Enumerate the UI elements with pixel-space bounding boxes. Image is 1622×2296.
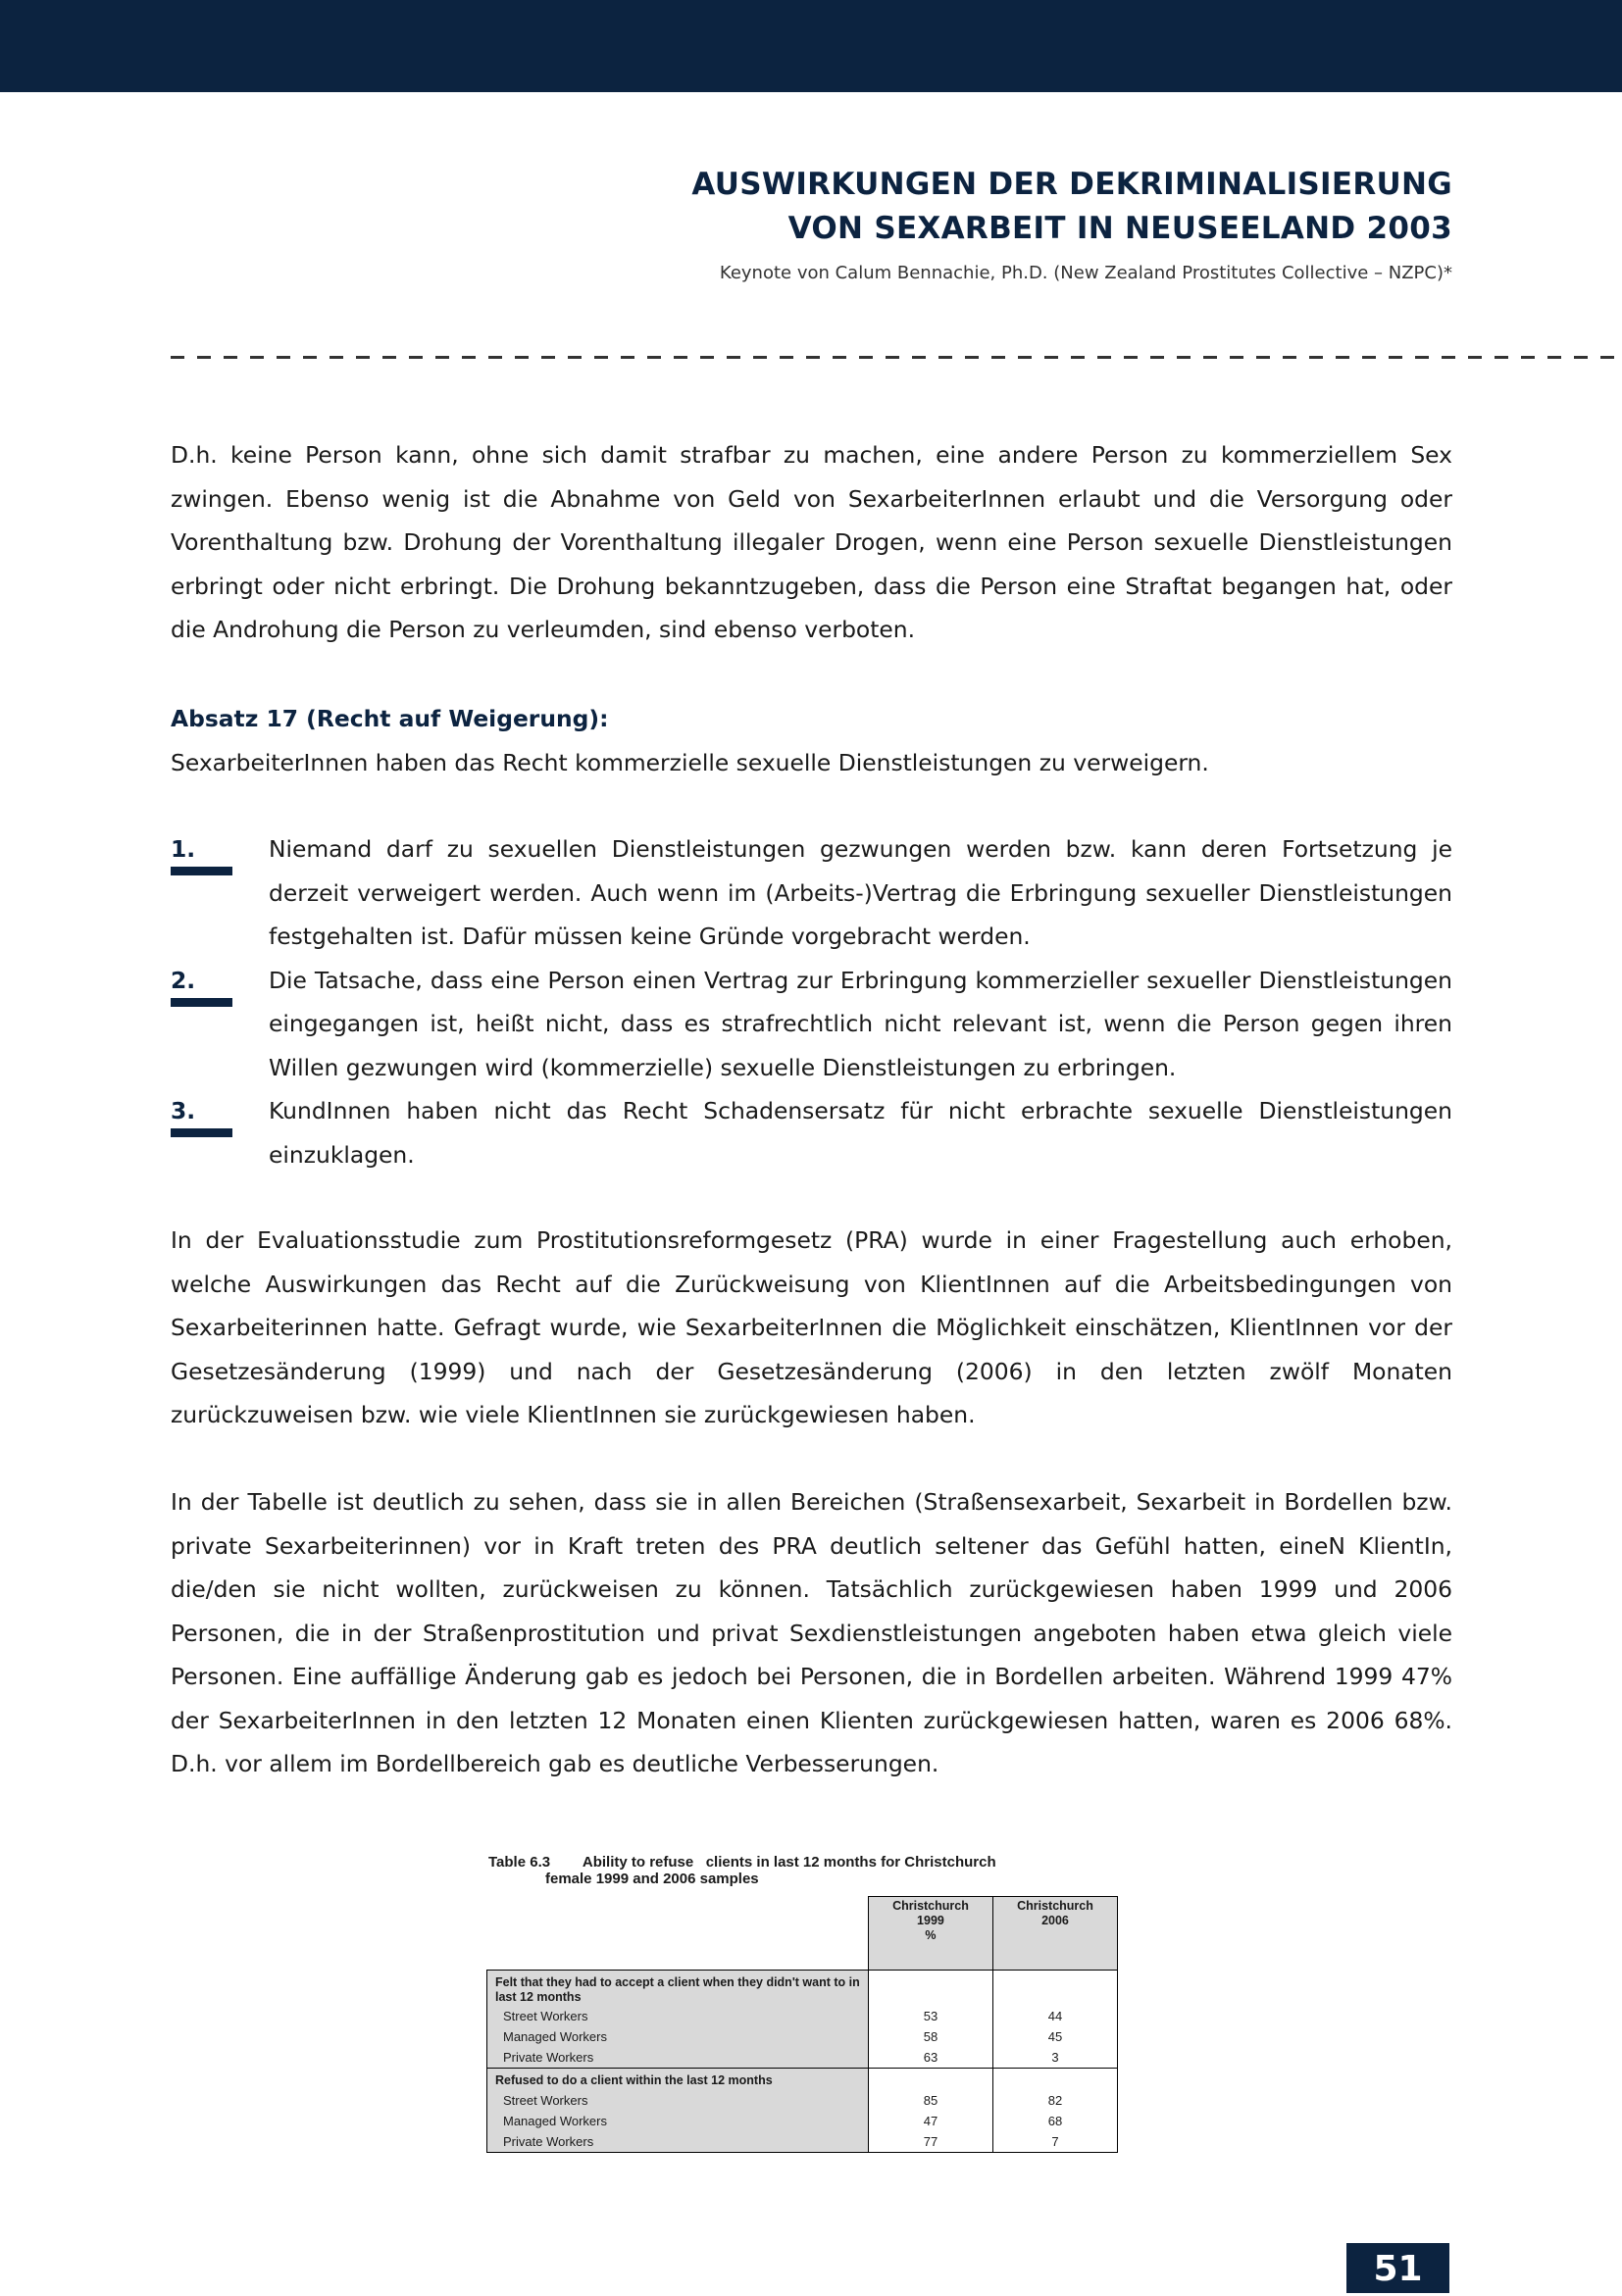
page-subtitle: Keynote von Calum Bennachie, Ph.D. (New Zealand Prostitutes Collective – NZPC)*	[719, 263, 1452, 283]
section-17	[171, 697, 1452, 784]
table-title-line-2: female 1999 and 2006 samples	[545, 1871, 759, 1887]
paragraph-4	[171, 1480, 1452, 1786]
numbered-list	[171, 827, 1452, 1176]
section-intro: SexarbeiterInnen haben das Recht kommerzielle sexuelle Dienstleistungen zu verweigern.	[171, 748, 1209, 776]
table-row	[487, 2131, 1118, 2153]
table-title-line-1: Table 6.3 Ability to refuse clients in last 12 months for Christchurch	[488, 1854, 996, 1871]
data-table	[486, 1854, 1118, 2153]
section-label: Refused to do a client within the last 12 months	[487, 2069, 869, 2091]
section-heading: Absatz 17 (Recht auf Weigerung):	[171, 705, 609, 732]
paragraph-text: D.h. keine Person kann, ohne sich damit strafbar zu machen, eine andere Person zu kommerziellem Sex zwingen. Ebenso wenig ist die Abnahme von Geld von SexarbeiterInnen erlaubt und die Versorgung oder Vorenthaltung bzw. Drohung der Vorenthaltung illegaler Drogen, wenn eine Person sexuelle Dienstleistungen erbringt oder nicht erbringt. Die Drohung bekanntzugeben, dass die Person eine Straftat begangen hat, oder die Androhung die Person zu verleumden, sind ebenso verboten.	[171, 441, 1452, 643]
list-text: Die Tatsache, dass eine Person einen Vertrag zur Erbringung kommerzieller sexueller Dienstleistungen eingegangen ist, heißt nicht, dass es strafrechtlich nicht relevant ist, wenn die Person gegen ihren Willen gezwungen wird (kommerzielle) sexuelle Dienstleistungen zu erbringen.	[269, 966, 1452, 1081]
row-label: Private Workers	[487, 2047, 869, 2069]
list-number: 2.	[171, 959, 195, 1003]
list-text: KundInnen haben nicht das Recht Schadensersatz für nicht erbrachte sexuelle Dienstleistungen einzuklagen.	[269, 1097, 1452, 1169]
cell-2006: 3	[992, 2047, 1117, 2069]
section-label: Felt that they had to accept a client when they didn't want to in last 12 months	[487, 1971, 869, 2007]
list-number: 1.	[171, 827, 195, 872]
column-header-2006: Christchurch 2006	[992, 1897, 1117, 1971]
cell-1999: 47	[868, 2111, 992, 2131]
table-header-row	[487, 1897, 1118, 1971]
list-text: Niemand darf zu sexuellen Dienstleistungen gezwungen werden bzw. kann deren Fortsetzung je derzeit verweigert werden. Auch wenn im (Arbeits-)Vertrag die Erbringung sexueller Dienstleistungen festgehalten ist. Dafür müssen keine Gründe vorgebracht werden.	[269, 835, 1452, 950]
row-label: Street Workers	[487, 2006, 869, 2026]
cell-1999: 58	[868, 2026, 992, 2047]
row-label: Private Workers	[487, 2131, 869, 2153]
page-title-line-2: VON SEXARBEIT IN NEUSEELAND 2003	[787, 211, 1452, 246]
cell-1999: 63	[868, 2047, 992, 2069]
row-label: Street Workers	[487, 2090, 869, 2111]
cell-1999: 53	[868, 2006, 992, 2026]
table-title	[488, 1854, 1118, 1887]
table-row	[487, 2047, 1118, 2069]
table-row	[487, 2090, 1118, 2111]
section-label-row	[487, 1971, 1118, 2007]
page-title	[691, 163, 1452, 251]
column-header-1999: Christchurch 1999 %	[868, 1897, 992, 1971]
cell-2006: 45	[992, 2026, 1117, 2047]
cell-1999: 85	[868, 2090, 992, 2111]
page-title-line-1: AUSWIRKUNGEN DER DEKRIMINALISIERUNG	[691, 167, 1452, 202]
cell-2006: 44	[992, 2006, 1117, 2026]
page-number: 51	[1346, 2243, 1449, 2293]
paragraph-3	[171, 1219, 1452, 1437]
table-row	[487, 2026, 1118, 2047]
table-row	[487, 2006, 1118, 2026]
list-number: 3.	[171, 1089, 195, 1133]
cell-2006: 7	[992, 2131, 1117, 2153]
paragraph-text: In der Tabelle ist deutlich zu sehen, dass sie in allen Bereichen (Straßensexarbeit, Sexarbeit in Bordellen bzw. private Sexarbeiterinnen) vor in Kraft treten des PRA deutlich seltener das Gefühl hatten, eineN KlientIn, die/den sie nicht wollten, zurückweisen zu können. Tatsächlich zurückgewiesen haben 1999 und 2006 Personen, die in der Straßenprostitution und privat Sexdienstleistungen angeboten haben etwa gleich viele Personen. Eine auffällige Änderung gab es jedoch bei Personen, die in Bordellen arbeiten. Während 1999 47% der SexarbeiterInnen in den letzten 12 Monaten einen Klienten zurückgewiesen hatten, waren es 2006 68%. D.h. vor allem im Bordellbereich gab es deutliche Verbesserungen.	[171, 1488, 1452, 1777]
paragraph-text: In der Evaluationsstudie zum Prostitutionsreformgesetz (PRA) wurde in einer Fragestellung auch erhoben, welche Auswirkungen das Recht auf die Zurückweisung von KlientInnen auf die Arbeitsbedingungen von Sexarbeiterinnen hatte. Gefragt wurde, wie SexarbeiterInnen die Möglichkeit einschätzen, KlientInnen vor der Gesetzesänderung (1999) und nach der Gesetzesänderung (2006) in den letzten zwölf Monaten zurückzuweisen bzw. wie viele KlientInnen sie zurückgewiesen haben.	[171, 1226, 1452, 1428]
page-header	[691, 163, 1452, 283]
table-row	[487, 2111, 1118, 2131]
list-item	[171, 959, 1452, 1090]
row-label: Managed Workers	[487, 2026, 869, 2047]
table-grid	[486, 1896, 1118, 2153]
row-label: Managed Workers	[487, 2111, 869, 2131]
cell-1999: 77	[868, 2131, 992, 2153]
list-item	[171, 827, 1452, 959]
cell-2006: 68	[992, 2111, 1117, 2131]
cell-2006: 82	[992, 2090, 1117, 2111]
dashed-divider	[171, 356, 1622, 359]
section-label-row	[487, 2069, 1118, 2091]
top-banner	[0, 0, 1622, 92]
paragraph-1	[171, 433, 1452, 652]
list-item	[171, 1089, 1452, 1176]
